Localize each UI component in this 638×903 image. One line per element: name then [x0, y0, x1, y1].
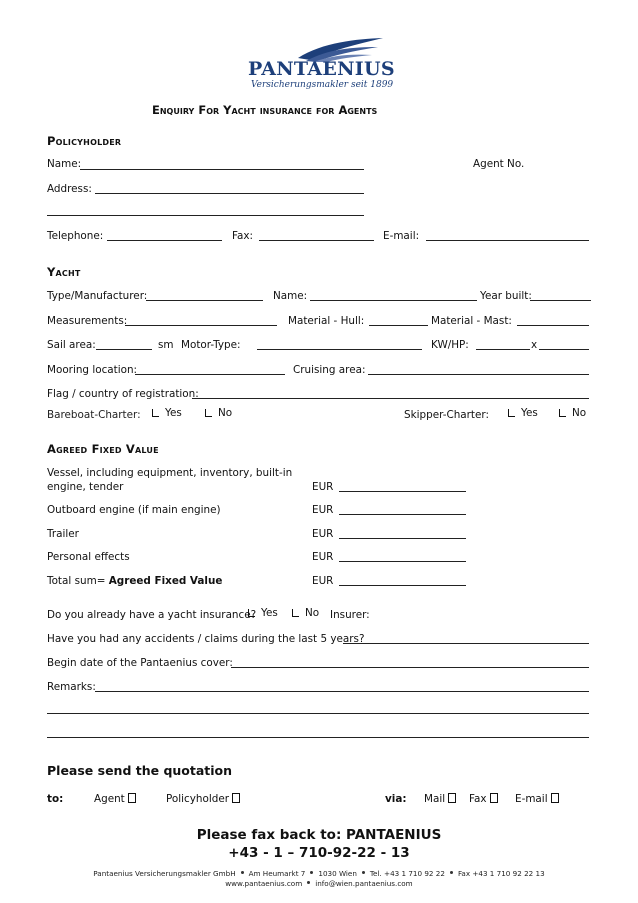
accidents-field[interactable] [343, 643, 589, 644]
checkbox-icon [248, 609, 255, 617]
kwhp-field[interactable] [476, 349, 530, 350]
fax-label: Fax: [232, 230, 254, 242]
mooring-label: Mooring location: [47, 364, 138, 376]
cruising-label: Cruising area: [293, 364, 366, 376]
skipper-label: Skipper-Charter: [404, 409, 489, 421]
checkbox-icon [559, 409, 566, 417]
via-label: via: [385, 793, 407, 805]
bareboat-label: Bareboat-Charter: [47, 409, 141, 421]
bullet-icon [362, 871, 365, 874]
remarks-label: Remarks: [47, 681, 96, 693]
insurance-no[interactable]: No [292, 607, 319, 619]
yacht-heading: Yacht [47, 265, 81, 279]
logo [248, 36, 395, 92]
begin-date-field[interactable] [231, 667, 589, 668]
skipper-no[interactable]: No [559, 407, 586, 419]
via-mail[interactable]: Mail [424, 793, 456, 805]
insurer-label: Insurer: [330, 609, 370, 621]
send-to-policyholder[interactable]: Policyholder [166, 793, 240, 805]
name-label: Name: [47, 158, 82, 170]
bullet-icon [450, 871, 453, 874]
motor-field[interactable] [257, 349, 422, 350]
currency-label: EUR [312, 481, 334, 493]
checkbox-icon [551, 793, 559, 803]
kwhp-x: x [531, 339, 538, 351]
checkbox-icon [232, 793, 240, 803]
to-label: to: [47, 793, 64, 805]
vessel-value-field[interactable] [339, 491, 466, 492]
quotation-heading: Please send the quotation [47, 763, 233, 778]
mooring-field[interactable] [135, 374, 285, 375]
year-field[interactable] [530, 300, 591, 301]
personal-effects-value-field[interactable] [339, 561, 466, 562]
vessel-label-1: Vessel, including equipment, inventory, built-in [47, 467, 293, 479]
kwhp-field-2[interactable] [539, 349, 589, 350]
checkbox-icon [128, 793, 136, 803]
address-label: Address: [47, 183, 92, 195]
currency-label: EUR [312, 575, 334, 587]
footer-mail-link[interactable]: info@wien.pantaenius.com [315, 879, 413, 888]
trailer-value-field[interactable] [339, 538, 466, 539]
currency-label: EUR [312, 528, 334, 540]
address-field-2[interactable] [47, 215, 364, 216]
kwhp-label: KW/HP: [431, 339, 469, 351]
policyholder-heading: Policyholder [47, 134, 122, 148]
remarks-field-2[interactable] [47, 713, 589, 714]
fax-back-line2: +43 - 1 – 710-92-22 - 13 [228, 845, 410, 861]
email-label: E-mail: [383, 230, 420, 242]
bullet-icon [241, 871, 244, 874]
yacht-name-field[interactable] [310, 300, 477, 301]
checkbox-icon [448, 793, 456, 803]
bullet-icon [310, 871, 313, 874]
accidents-question: Have you had any accidents / claims during the last 5 years? [47, 633, 365, 645]
insurance-question: Do you already have a yacht insurance? [47, 609, 257, 621]
trailer-label: Trailer [47, 528, 79, 540]
skipper-yes[interactable]: Yes [508, 407, 538, 419]
checkbox-icon [292, 609, 299, 617]
currency-label: EUR [312, 551, 334, 563]
bullet-icon [307, 881, 310, 884]
telephone-label: Telephone: [47, 230, 104, 242]
name-field[interactable] [80, 169, 364, 170]
footer-web-link[interactable]: www.pantaenius.com [225, 879, 303, 888]
via-fax[interactable]: Fax [469, 793, 498, 805]
fax-back-line1: Please fax back to: PANTAENIUS [196, 827, 442, 843]
checkbox-icon [205, 409, 212, 417]
sail-area-label: Sail area: [47, 339, 96, 351]
footer-line2 [0, 879, 638, 888]
cruising-field[interactable] [368, 374, 589, 375]
address-field[interactable] [95, 193, 364, 194]
footer-line1: Pantaenius Versicherungsmakler GmbH Am Heumarkt 7 1030 Wien Tel. +43 1 710 92 22 Fax +43 1 710 92 22 13 [93, 869, 545, 878]
email-field[interactable] [426, 240, 589, 241]
outboard-label: Outboard engine (if main engine) [47, 504, 221, 516]
telephone-field[interactable] [107, 240, 222, 241]
total-value-field[interactable] [339, 585, 466, 586]
logo-name: PANTAENIUS [248, 58, 395, 80]
sail-area-field[interactable] [96, 349, 152, 350]
hull-field[interactable] [369, 325, 428, 326]
type-label: Type/Manufacturer: [47, 290, 148, 302]
insurance-yes[interactable]: Yes [248, 607, 278, 619]
sail-unit: sm [158, 339, 174, 351]
measurements-label: Measurements: [47, 315, 128, 327]
checkbox-icon [508, 409, 515, 417]
hull-label: Material - Hull: [288, 315, 365, 327]
vessel-label-2: engine, tender [47, 481, 124, 493]
logo-subtitle: Versicherungsmakler seit 1899 [251, 80, 394, 90]
form-title: Enquiry For Yacht insurance for Agents [152, 103, 378, 117]
checkbox-icon [490, 793, 498, 803]
personal-effects-label: Personal effects [47, 551, 130, 563]
send-to-agent[interactable]: Agent [94, 793, 136, 805]
checkbox-icon [152, 409, 159, 417]
mast-field[interactable] [517, 325, 589, 326]
mast-label: Material - Mast: [431, 315, 512, 327]
remarks-field-3[interactable] [47, 737, 589, 738]
bareboat-yes[interactable]: Yes [152, 407, 182, 419]
via-email[interactable]: E-mail [515, 793, 559, 805]
remarks-field[interactable] [95, 691, 589, 692]
agent-no-label: Agent No. [473, 158, 525, 170]
outboard-value-field[interactable] [339, 514, 466, 515]
total-sum-label: Total sum= Agreed Fixed Value [47, 575, 223, 587]
flag-field[interactable] [192, 398, 589, 399]
yacht-name-label: Name: [273, 290, 308, 302]
type-field[interactable] [146, 300, 263, 301]
currency-label: EUR [312, 504, 334, 516]
flag-label: Flag / country of registration: [47, 388, 199, 400]
fax-field[interactable] [259, 240, 374, 241]
agreed-value-heading: Agreed Fixed Value [47, 442, 159, 456]
bareboat-no[interactable]: No [205, 407, 232, 419]
motor-label: Motor-Type: [181, 339, 241, 351]
measurements-field[interactable] [125, 325, 277, 326]
begin-date-label: Begin date of the Pantaenius cover: [47, 657, 233, 669]
year-label: Year built: [480, 290, 532, 302]
